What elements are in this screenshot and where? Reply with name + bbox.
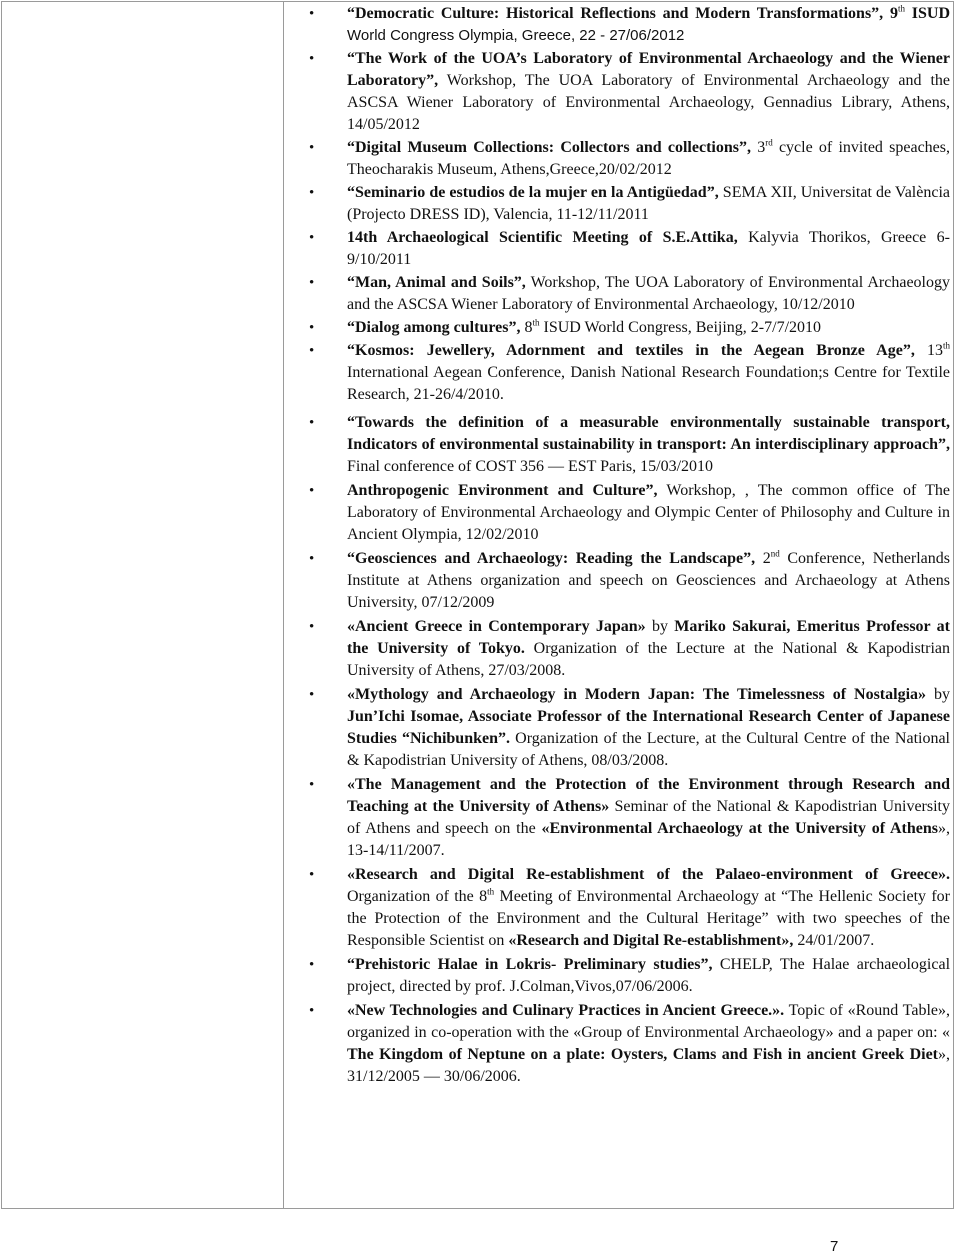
- list-item: • 14th Archaeological Scientific Meeting of S.E.Attika, Kalyvia Thorikos, Greece 6-9/10/2011: [309, 229, 950, 268]
- conference-list-content: [300, 3, 950, 1089]
- bullet-icon: •: [309, 320, 315, 336]
- list-item: • “Kosmos: Jewellery, Adornment and textiles in the Aegean Bronze Age”, 13th International Aegean Conference, Danish National Research Foundation;s Centre for Textile Research, 21-26/4/2010.: [309, 340, 951, 403]
- list-item: • «Research and Digital Re-establishment of the Palaeo-environment of Greece». Organization of the 8th Meeting of Environmental Archaeology at “The Hellenic Society for the Protection of the Environment and the Cultural Heritage” with two speeches of the Responsible Scientist on «Research and Digital Re-establishment», 24/01/2007.: [309, 866, 951, 949]
- list-item: • “Seminario de estudios de la mujer en la Antigüedad”, SEMA XII, Universitat de València (Projecto DRESS ID), Valencia, 11-12/11/2011: [309, 184, 951, 223]
- bullet-icon: •: [309, 230, 315, 246]
- list-item: • «The Management and the Protection of the Environment through Research and Teaching at the University of Athens» Seminar of the National & Kapodistrian University of Athens and speech on the «Environmental Archaeology at the University of Athens», 13-14/11/2007.: [309, 776, 951, 859]
- bullet-icon: •: [309, 619, 315, 635]
- bullet-icon: •: [309, 415, 315, 431]
- list-item: • “Democratic Culture: Historical Reflections and Modern Transformations”, 9th ISUD World Congress Olympia, Greece, 22 - 27/06/2012: [309, 3, 951, 44]
- bullet-icon: •: [309, 777, 315, 793]
- list-item: • «Ancient Greece in Contemporary Japan» by Mariko Sakurai, Emeritus Professor at the University of Tokyo. Organization of the Lecture at the National & Kapodistrian University of Athens, 27/03/2008.: [309, 618, 950, 679]
- bullet-icon: •: [309, 1003, 315, 1019]
- bullet-icon: •: [309, 6, 315, 22]
- bullet-icon: •: [309, 957, 315, 973]
- list-item: • Anthropogenic Environment and Culture”, Workshop, , The common office of The Laboratory of Environmental Archaeology and Olympic Center of Philosophy and Culture in Ancient Olympia, 12/02/2010: [309, 482, 950, 543]
- bullet-icon: •: [309, 275, 315, 291]
- bullet-icon: •: [309, 867, 315, 883]
- list-item: • «Mythology and Archaeology in Modern Japan: The Timelessness of Nostalgia» by Jun’Ichi Isomae, Associate Professor of the International Research Center of Japanese Studies “Nichibunken”. Organization of the Lecture, at the Cultural Centre of the National & Kapodistrian University of Athens, 08/03/2008.: [309, 686, 951, 769]
- list-item: • “Geosciences and Archaeology: Reading the Landscape”, 2nd Conference, Netherlands Institute at Athens organization and speech on Geosciences and Archaeology at Athens University, 07/12/2009: [309, 548, 951, 611]
- left-blank-column: [2, 2, 284, 1208]
- list-item: • “Digital Museum Collections: Collectors and collections”, 3rd cycle of invited speaches, Theocharakis Museum, Athens,Greece,20/02/2012: [309, 137, 951, 178]
- list-item: • “Man, Animal and Soils”, Workshop, The UOA Laboratory of Environmental Archaeology and the ASCSA Wiener Laboratory of Environmental Archaeology, 10/12/2010: [309, 274, 950, 313]
- conference-list: [300, 3, 950, 1088]
- bullet-icon: •: [309, 343, 315, 359]
- list-item: • “Towards the definition of a measurable environmentally sustainable transport, Indicators of environmental sustainability in transport: An interdisciplinary approach”, Final conference of COST 356 — EST Paris, 15/03/2010: [309, 414, 950, 475]
- bullet-icon: •: [309, 140, 315, 156]
- bullet-icon: •: [309, 687, 315, 703]
- list-item: • «New Technologies and Culinary Practices in Ancient Greece.». Topic of «Round Table», organized in co-operation with the «Group of Environmental Archaeology» and a paper on: « The Kingdom of Neptune on a plate: Oysters, Clams and Fish in ancient Greek Diet», 31/12/2005 — 30/06/2006.: [309, 1002, 950, 1085]
- page-number: 7: [830, 1238, 839, 1255]
- list-item: • “Dialog among cultures”, 8th ISUD World Congress, Beijing, 2-7/7/2010: [300, 317, 950, 339]
- bullet-icon: •: [309, 51, 315, 67]
- bullet-icon: •: [309, 551, 315, 567]
- bullet-icon: •: [309, 483, 315, 499]
- list-item: • “Prehistoric Halae in Lokris- Preliminary studies”, CHELP, The Halae archaeological project, directed by prof. J.Colman,Vivos,07/06/2006.: [309, 956, 951, 995]
- list-item: • “The Work of the UOA’s Laboratory of Environmental Archaeology and the Wiener Laboratory”, Workshop, The UOA Laboratory of Environmental Archaeology and the ASCSA Wiener Laboratory of Environmental Archaeology, Gennadius Library, Athens, 14/05/2012: [309, 50, 950, 133]
- bullet-icon: •: [309, 185, 315, 201]
